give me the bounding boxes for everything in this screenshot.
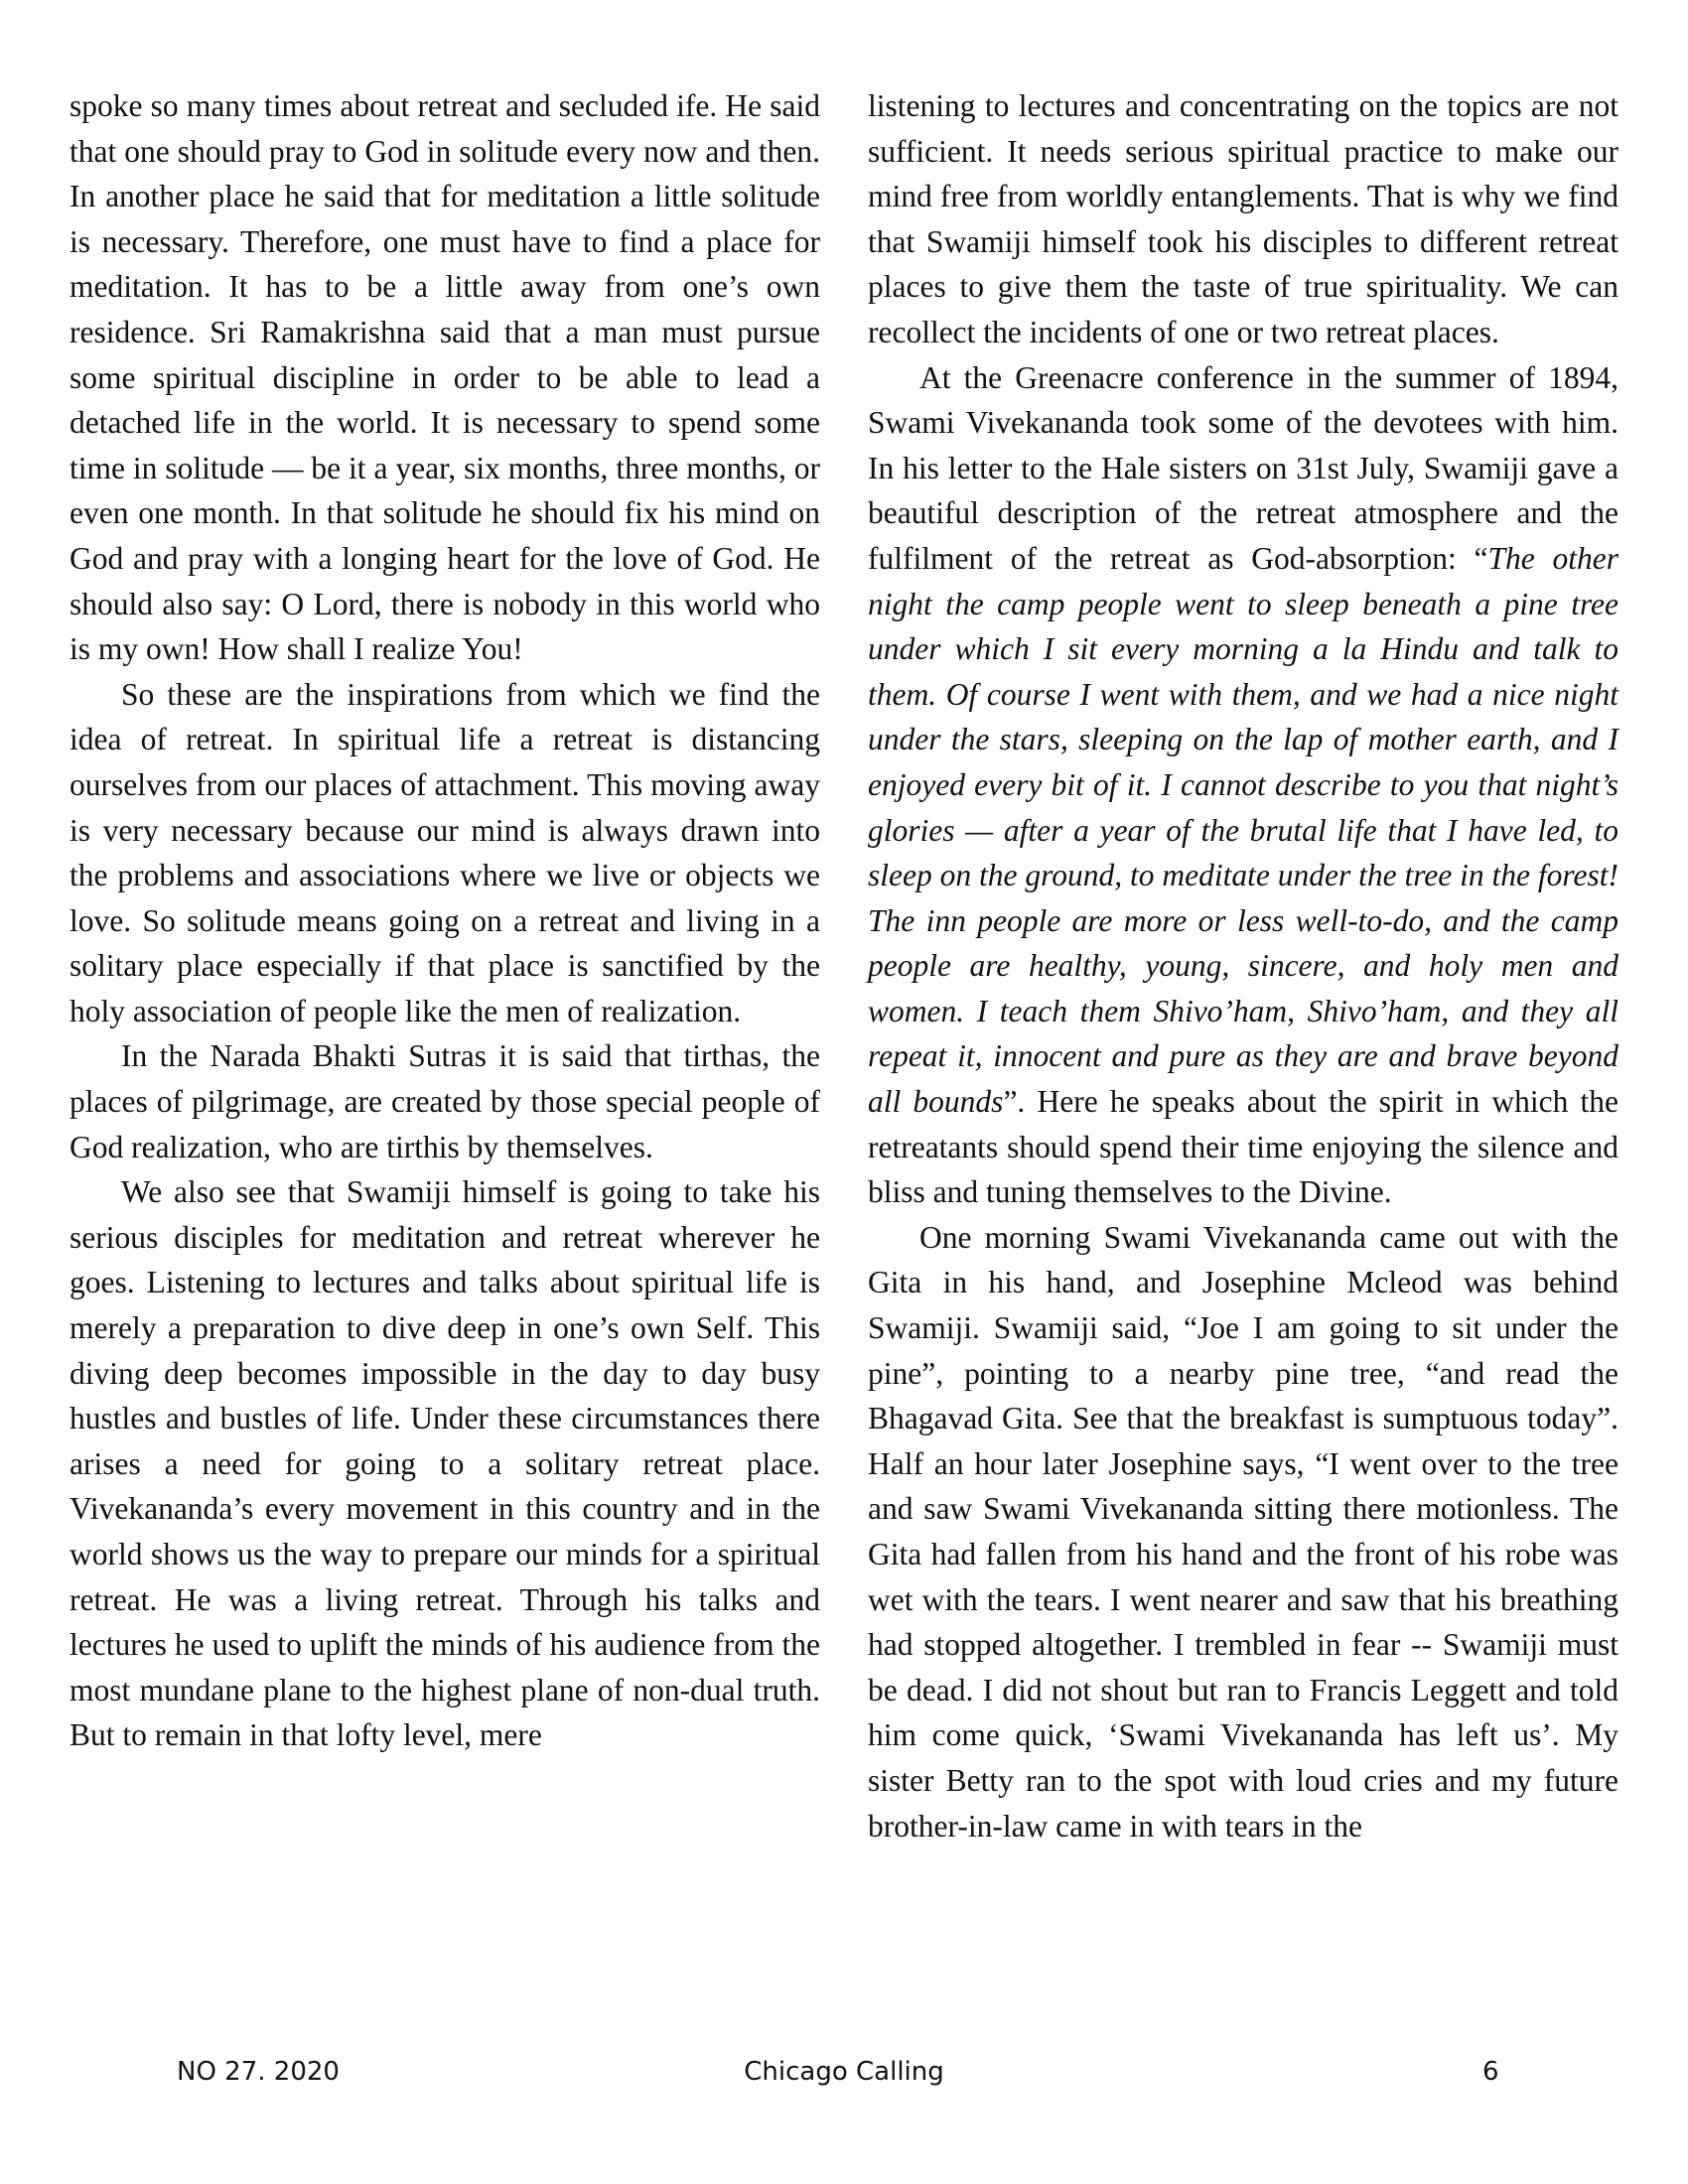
right-paragraph-1: listening to lectures and concentrating on the topics are not sufficient. It needs serious spiritual practice to make our mind free from worldly entanglements. That is why we find that Swamiji himself took his disciples to different retreat places to give them the taste of true spirituality. We can recollect the incidents of one or two retreat places.	[868, 88, 1618, 349]
footer-page-number: 6	[1482, 2057, 1499, 2087]
left-paragraph-4: We also see that Swamiji himself is going to take his serious disciples for meditation and retreat wherever he goes. Listening to lectures and talks about spiritual life is merely a preparation to dive deep in one’s own Self. This diving deep becomes impossible in the day to day busy hustles and bustles of life. Under these circumstances there arises a need for going to a solitary retreat place. Vivekananda’s every movement in this country and in the world shows us the way to prepare our minds for a spiritual retreat. He was a living retreat. Through his talks and lectures he used to uplift the minds of his audience from the most mundane plane to the highest plane of non-dual truth. But to remain in that lofty level, mere	[70, 1174, 820, 1753]
left-column	[70, 83, 820, 1758]
right-paragraph-2-intro: At the Greenacre conference in the summer of 1894, Swami Vivekananda took some of the devotees with him. In his letter to the Hale sisters on 31st July, Swamiji gave a beautiful description of the retreat atmosphere and the fulfilment of the retreat as God-absorption: “	[868, 359, 1618, 576]
right-column	[868, 83, 1618, 1848]
vivekananda-letter-quote: The other night the camp people went to sleep beneath a pine tree under which I sit every morning a la Hindu and talk to them. Of course I went with them, and we had a nice night under the stars, sleeping on the lap of mother earth, and I enjoyed every bit of it. I cannot describe to you that night’s glories — after a year of the brutal life that I have led, to sleep on the ground, to meditate under the tree in the forest! The inn people are more or less well-to-do, and the camp people are healthy, young, sincere, and holy men and women. I teach them Shivo’ham, Shivo’ham, and they all repeat it, innocent and pure as they are and brave beyond all bounds	[868, 540, 1619, 1120]
right-paragraph-2	[868, 355, 1618, 1215]
right-paragraph-2-commentary: ”. Here he speaks about the spirit in which the retreatants should spend their time enjoying the silence and bliss and tuning themselves to the Divine.	[868, 1084, 1619, 1210]
left-paragraph-2: So these are the inspirations from which we find the idea of retreat. In spiritual life a retreat is distancing ourselves from our places of attachment. This moving away is very necessary because our mind is always drawn into the problems and associations where we live or objects we love. So solitude means going on a retreat and living in a solitary place especially if that place is sanctified by the holy association of people like the men of realization.	[70, 676, 820, 1028]
footer-issue-number: NO 27. 2020	[177, 2057, 340, 2087]
right-paragraph-3: One morning Swami Vivekananda came out with the Gita in his hand, and Josephine Mcleod was behind Swamiji. Swamiji said, “Joe I am going to sit under the pine”, pointing to a nearby pine tree, “and read the Bhagavad Gita. See that the breakfast is sumptuous today”. Half an hour later Josephine says, “I went over to the tree and saw Swami Vivekananda sitting there motionless. The Gita had fallen from his hand and the front of his robe was wet with the tears. I went nearer and saw that his breathing had stopped altogether. I trembled in fear -- Swamiji must be dead. I did not shout but ran to Francis Leggett and told him come quick, ‘Swami Vivekananda has left us’. My sister Betty ran to the spot with loud cries and my future brother-in-law came in with tears in the	[868, 1219, 1618, 1843]
left-paragraph-3: In the Narada Bhakti Sutras it is said that tirthas, the places of pilgrimage, are created by those special people of God realization, who are tirthis by themselves.	[70, 1038, 820, 1164]
footer-publication-title: Chicago Calling	[744, 2057, 944, 2087]
left-paragraph-1: spoke so many times about retreat and secluded ife. He said that one should pray to God in solitude every now and then. In another place he said that for meditation a little solitude is necessary. Therefore, one must have to find a place for meditation. It has to be a little away from one’s own residence. Sri Ramakrishna said that a man must pursue some spiritual discipline in order to be able to lead a detached life in the world. It is necessary to spend some time in solitude — be it a year, six months, three months, or even one month. In that solitude he should fix his mind on God and pray with a longing heart for the love of God. He should also say: O Lord, there is nobody in this world who is my own! How shall I realize You!	[70, 88, 820, 667]
page-footer	[0, 2057, 1688, 2097]
